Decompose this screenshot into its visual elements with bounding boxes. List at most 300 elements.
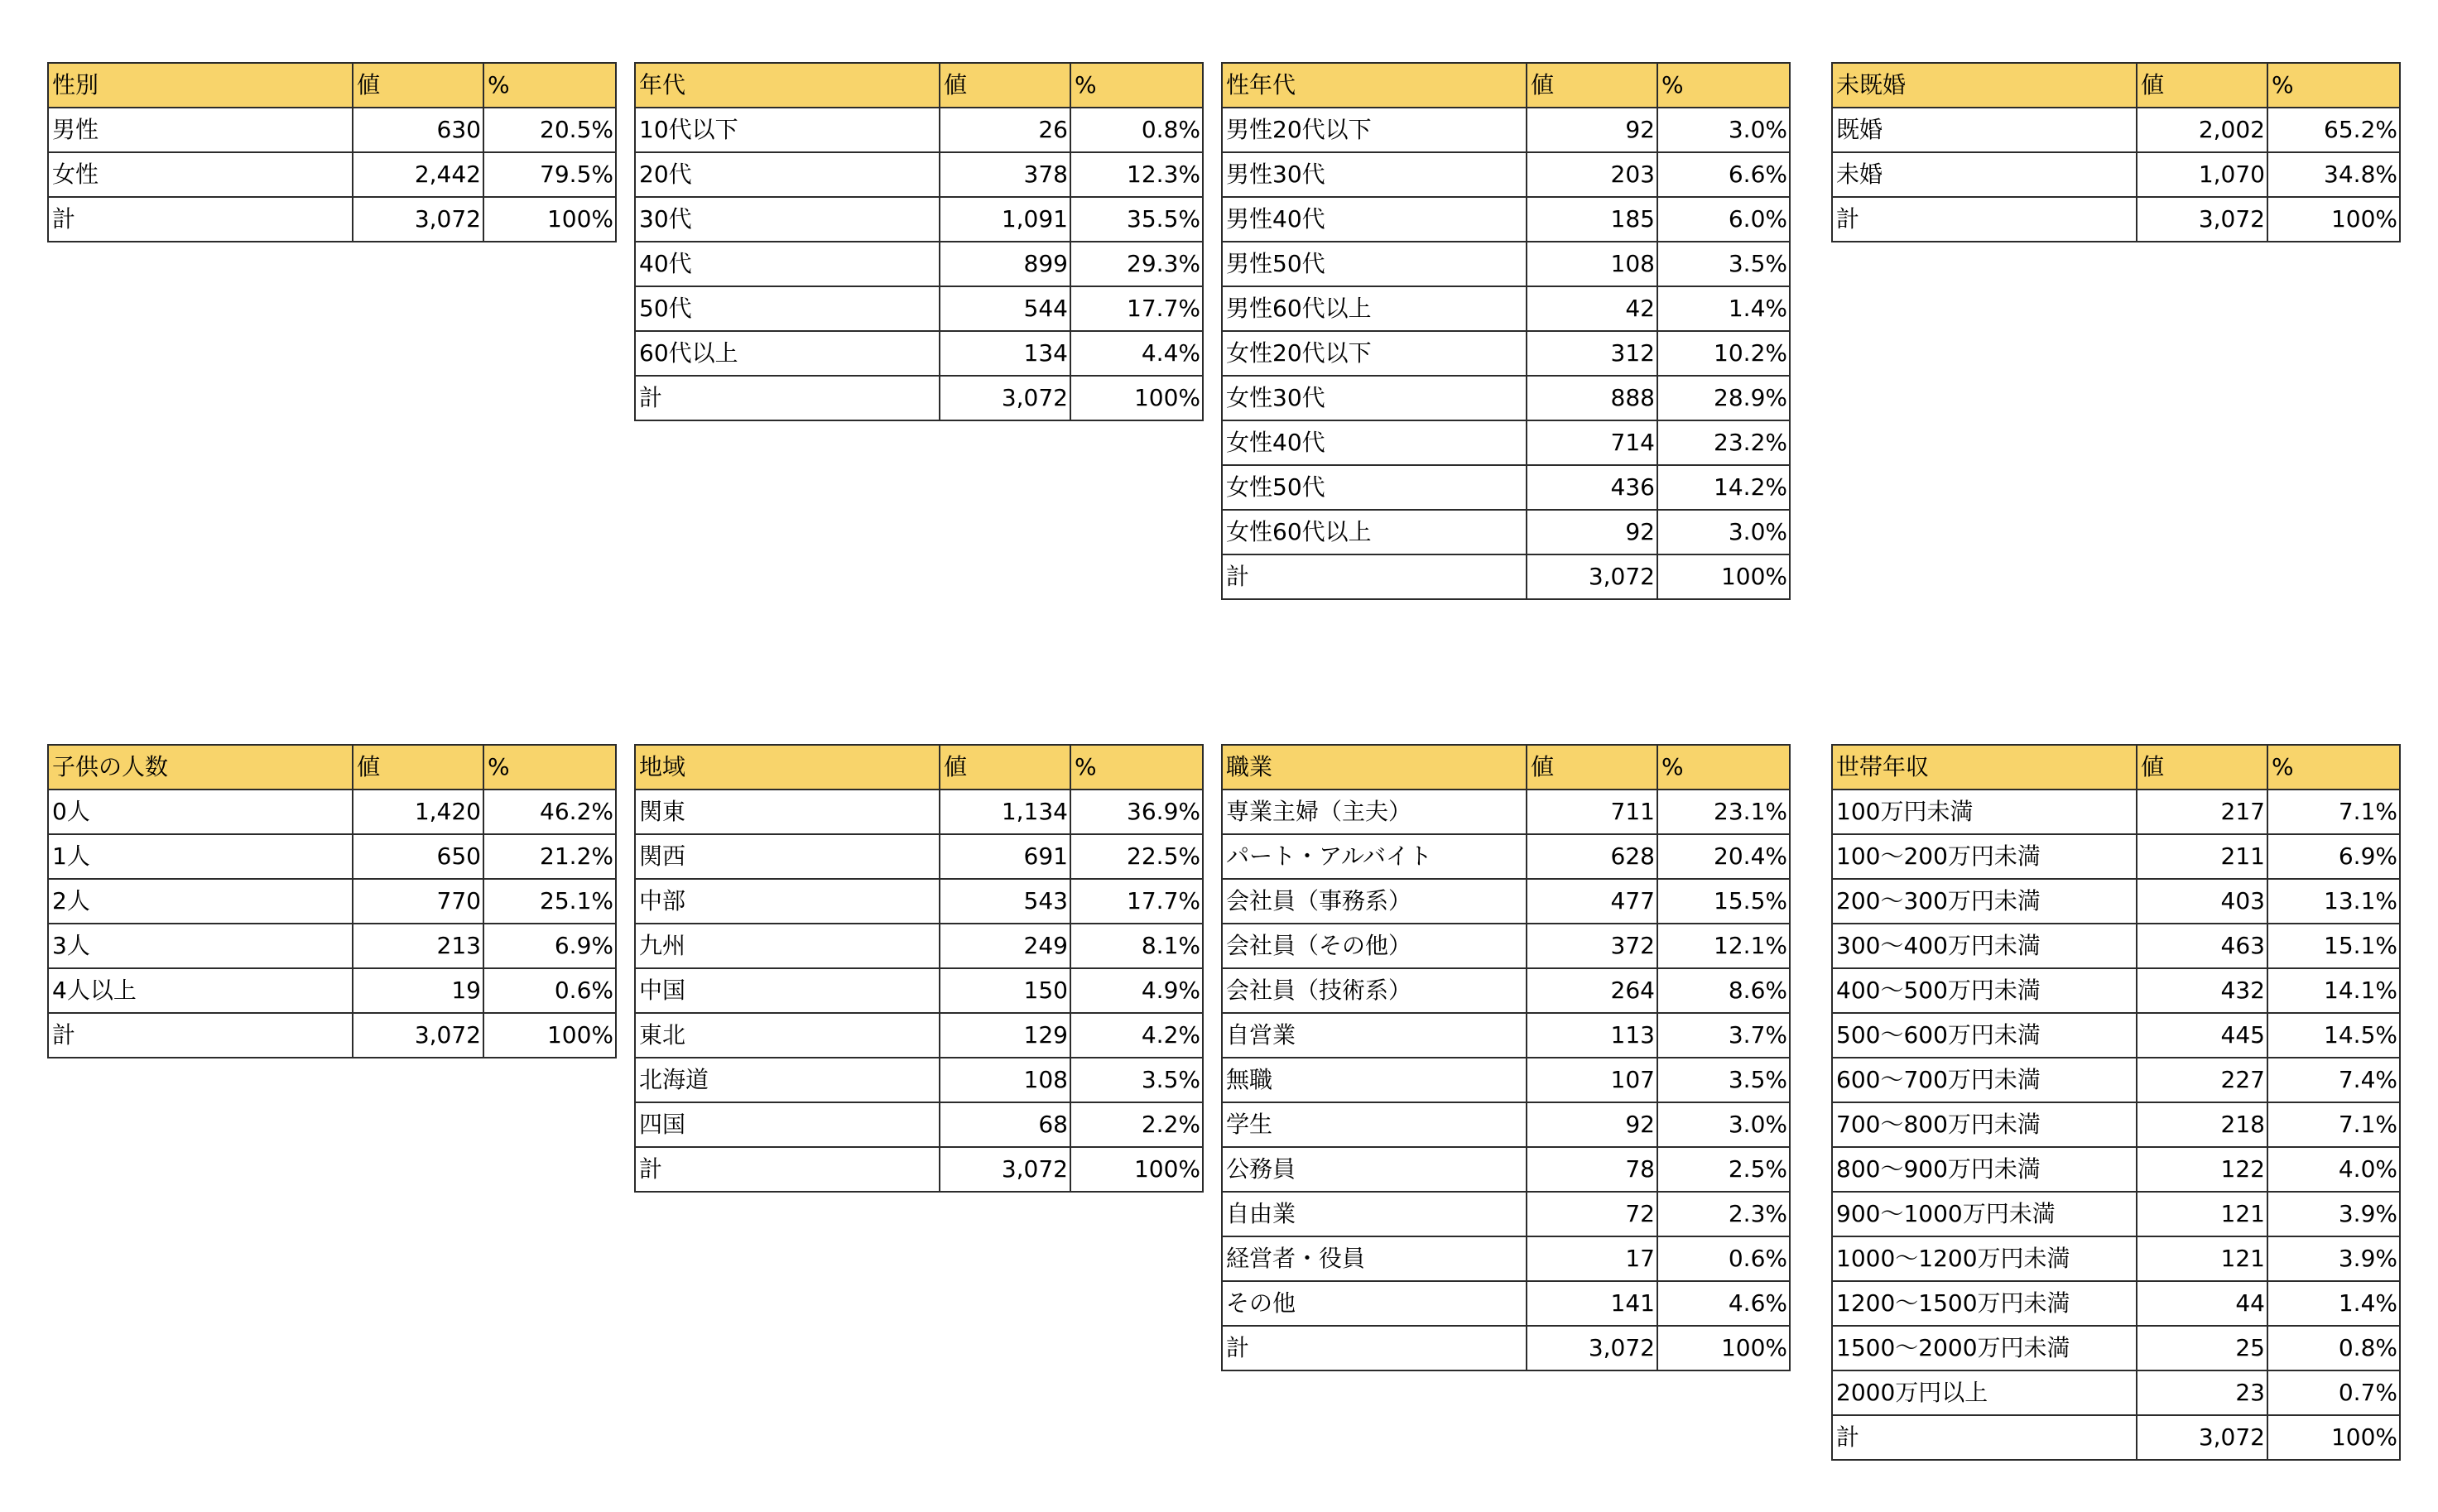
table-row [1222,1102,1790,1147]
cell-percent: 22.5% [1070,834,1203,879]
header-row [635,745,1203,790]
cell-percent: 0.6% [483,968,616,1013]
cell-value: 3,072 [2137,197,2267,242]
cell-percent: 12.1% [1657,924,1790,968]
cell-percent: 0.8% [1070,108,1203,152]
header-row [1832,63,2400,108]
cell-label: 自営業 [1222,1013,1527,1058]
table-row [635,286,1203,331]
cell-value: 42 [1527,286,1657,331]
table-row [1222,879,1790,924]
cell-label: 計 [635,1147,940,1192]
cell-value: 92 [1527,510,1657,554]
cell-label: 男性30代 [1222,152,1527,197]
cell-value: 150 [940,968,1070,1013]
table-row [1222,554,1790,599]
cell-value: 185 [1527,197,1657,242]
cell-percent: 79.5% [483,152,616,197]
cell-percent: 4.6% [1657,1281,1790,1326]
cell-label: 700～800万円未満 [1832,1102,2137,1147]
cell-percent: 6.9% [483,924,616,968]
cell-value: 3,072 [940,376,1070,420]
cell-percent: 14.1% [2267,968,2400,1013]
table-row [1222,1236,1790,1281]
cell-label: 20代 [635,152,940,197]
cell-value: 107 [1527,1058,1657,1102]
cell-label: 未婚 [1832,152,2137,197]
table-row [1832,924,2400,968]
cell-value: 92 [1527,108,1657,152]
age-table [634,62,1204,421]
cell-percent: 4.4% [1070,331,1203,376]
cell-label: 30代 [635,197,940,242]
table-row [635,376,1203,420]
cell-value: 3,072 [1527,554,1657,599]
cell-value: 3,072 [353,1013,483,1058]
cell-value: 372 [1527,924,1657,968]
cell-label: 中部 [635,879,940,924]
cell-percent: 3.5% [1070,1058,1203,1102]
cell-label: 600～700万円未満 [1832,1058,2137,1102]
table-row [635,1147,1203,1192]
cell-label: 100～200万円未満 [1832,834,2137,879]
table-row [635,968,1203,1013]
header-row [48,63,616,108]
cell-value: 17 [1527,1236,1657,1281]
table-row [1222,1326,1790,1370]
cell-value: 211 [2137,834,2267,879]
table-row [1832,834,2400,879]
cell-label: 女性20代以下 [1222,331,1527,376]
cell-value: 691 [940,834,1070,879]
cell-percent: 0.6% [1657,1236,1790,1281]
cell-percent: 34.8% [2267,152,2400,197]
cell-value: 1,134 [940,790,1070,834]
cell-percent: 7.4% [2267,1058,2400,1102]
cell-percent: 4.2% [1070,1013,1203,1058]
table-row [48,834,616,879]
cell-label: 男性60代以上 [1222,286,1527,331]
table-row [635,197,1203,242]
cell-percent: 1.4% [2267,1281,2400,1326]
children-table [47,744,617,1058]
cell-label: 無職 [1222,1058,1527,1102]
table-row [635,790,1203,834]
cell-value: 711 [1527,790,1657,834]
header-percent: % [2267,745,2400,790]
table-row [1222,152,1790,197]
cell-percent: 3.0% [1657,1102,1790,1147]
table-row [635,1013,1203,1058]
cell-value: 26 [940,108,1070,152]
table-row [48,1013,616,1058]
cell-value: 1,420 [353,790,483,834]
cell-percent: 65.2% [2267,108,2400,152]
cell-label: 自由業 [1222,1192,1527,1236]
cell-label: 40代 [635,242,940,286]
header-value: 値 [1527,63,1657,108]
cell-percent: 6.0% [1657,197,1790,242]
cell-label: 中国 [635,968,940,1013]
cell-value: 141 [1527,1281,1657,1326]
header-value: 値 [353,63,483,108]
table-row [635,242,1203,286]
table-row [1222,286,1790,331]
cell-percent: 35.5% [1070,197,1203,242]
cell-percent: 3.9% [2267,1236,2400,1281]
table-row [1222,834,1790,879]
cell-value: 477 [1527,879,1657,924]
cell-percent: 0.7% [2267,1370,2400,1415]
cell-percent: 7.1% [2267,1102,2400,1147]
table-row [1832,1013,2400,1058]
cell-value: 1,070 [2137,152,2267,197]
table-row [1222,1013,1790,1058]
cell-value: 432 [2137,968,2267,1013]
gender-age-table [1221,62,1791,600]
header-value: 値 [940,745,1070,790]
cell-value: 19 [353,968,483,1013]
cell-label: 0人 [48,790,353,834]
cell-label: 1000～1200万円未満 [1832,1236,2137,1281]
marital-table [1831,62,2401,242]
cell-label: 1人 [48,834,353,879]
cell-value: 403 [2137,879,2267,924]
cell-label: 100万円未満 [1832,790,2137,834]
cell-label: 計 [1222,1326,1527,1370]
cell-percent: 25.1% [483,879,616,924]
cell-percent: 20.5% [483,108,616,152]
table-row [1222,968,1790,1013]
cell-value: 78 [1527,1147,1657,1192]
cell-value: 312 [1527,331,1657,376]
table-row [635,152,1203,197]
cell-value: 543 [940,879,1070,924]
cell-label: 男性50代 [1222,242,1527,286]
header-label: 年代 [635,63,940,108]
header-value: 値 [1527,745,1657,790]
cell-label: 500～600万円未満 [1832,1013,2137,1058]
cell-percent: 100% [1070,376,1203,420]
cell-value: 113 [1527,1013,1657,1058]
cell-label: 200～300万円未満 [1832,879,2137,924]
cell-percent: 3.0% [1657,510,1790,554]
header-label: 未既婚 [1832,63,2137,108]
table-row [635,924,1203,968]
header-value: 値 [940,63,1070,108]
header-row [48,745,616,790]
cell-value: 108 [940,1058,1070,1102]
header-value: 値 [2137,745,2267,790]
cell-label: 計 [48,1013,353,1058]
cell-label: 2人 [48,879,353,924]
cell-percent: 100% [2267,197,2400,242]
cell-percent: 17.7% [1070,286,1203,331]
cell-label: 4人以上 [48,968,353,1013]
cell-value: 630 [353,108,483,152]
cell-label: 計 [1832,197,2137,242]
cell-value: 1,091 [940,197,1070,242]
cell-label: 男性40代 [1222,197,1527,242]
cell-label: パート・アルバイト [1222,834,1527,879]
cell-value: 888 [1527,376,1657,420]
header-row [1222,745,1790,790]
cell-percent: 21.2% [483,834,616,879]
table-row [1222,197,1790,242]
cell-percent: 28.9% [1657,376,1790,420]
table-row [1222,242,1790,286]
cell-label: 計 [1222,554,1527,599]
cell-percent: 100% [1070,1147,1203,1192]
cell-percent: 15.1% [2267,924,2400,968]
table-row [1222,1147,1790,1192]
table-row [1222,108,1790,152]
cell-value: 378 [940,152,1070,197]
header-percent: % [1657,745,1790,790]
cell-percent: 14.5% [2267,1013,2400,1058]
table-row [1832,1102,2400,1147]
cell-label: 九州 [635,924,940,968]
table-row [1832,1192,2400,1236]
cell-label: 400～500万円未満 [1832,968,2137,1013]
cell-percent: 14.2% [1657,465,1790,510]
table-row [1832,968,2400,1013]
cell-value: 25 [2137,1326,2267,1370]
cell-value: 3,072 [353,197,483,242]
cell-value: 436 [1527,465,1657,510]
household-income-table [1831,744,2401,1461]
header-percent: % [483,745,616,790]
table-row [48,152,616,197]
cell-label: 女性60代以上 [1222,510,1527,554]
header-label: 世帯年収 [1832,745,2137,790]
cell-value: 134 [940,331,1070,376]
cell-label: 会社員（技術系） [1222,968,1527,1013]
cell-value: 2,442 [353,152,483,197]
table-row [635,331,1203,376]
cell-value: 628 [1527,834,1657,879]
header-row [1222,63,1790,108]
cell-percent: 7.1% [2267,790,2400,834]
table-row [1222,420,1790,465]
cell-label: 900～1000万円未満 [1832,1192,2137,1236]
cell-label: 会社員（その他） [1222,924,1527,968]
cell-percent: 13.1% [2267,879,2400,924]
table-row [1832,1147,2400,1192]
cell-value: 544 [940,286,1070,331]
cell-label: 北海道 [635,1058,940,1102]
cell-percent: 23.2% [1657,420,1790,465]
cell-label: 計 [48,197,353,242]
cell-value: 650 [353,834,483,879]
cell-percent: 29.3% [1070,242,1203,286]
cell-percent: 3.0% [1657,108,1790,152]
header-percent: % [1657,63,1790,108]
cell-label: 1200～1500万円未満 [1832,1281,2137,1326]
cell-value: 227 [2137,1058,2267,1102]
table-row [1222,510,1790,554]
cell-label: 60代以上 [635,331,940,376]
cell-label: 女性30代 [1222,376,1527,420]
cell-percent: 1.4% [1657,286,1790,331]
cell-percent: 3.5% [1657,1058,1790,1102]
table-row [48,968,616,1013]
cell-value: 2,002 [2137,108,2267,152]
cell-percent: 15.5% [1657,879,1790,924]
table-row [1222,790,1790,834]
table-row [1222,1281,1790,1326]
header-label: 性別 [48,63,353,108]
cell-label: 四国 [635,1102,940,1147]
cell-value: 203 [1527,152,1657,197]
cell-percent: 46.2% [483,790,616,834]
cell-value: 23 [2137,1370,2267,1415]
table-row [1832,197,2400,242]
cell-value: 445 [2137,1013,2267,1058]
table-row [1222,376,1790,420]
cell-value: 3,072 [1527,1326,1657,1370]
cell-percent: 2.3% [1657,1192,1790,1236]
cell-label: 専業主婦（主夫） [1222,790,1527,834]
table-row [635,108,1203,152]
table-row [1222,465,1790,510]
cell-percent: 100% [1657,554,1790,599]
table-row [1832,1326,2400,1370]
table-row [1832,1370,2400,1415]
cell-label: 関西 [635,834,940,879]
cell-percent: 20.4% [1657,834,1790,879]
table-row [1832,1415,2400,1460]
cell-percent: 3.9% [2267,1192,2400,1236]
table-row [1832,879,2400,924]
cell-percent: 10.2% [1657,331,1790,376]
cell-label: 会社員（事務系） [1222,879,1527,924]
table-row [635,1102,1203,1147]
cell-value: 3,072 [940,1147,1070,1192]
region-table [634,744,1204,1193]
header-percent: % [483,63,616,108]
header-label: 子供の人数 [48,745,353,790]
table-row [635,1058,1203,1102]
table-row [635,879,1203,924]
table-row [48,108,616,152]
cell-percent: 0.8% [2267,1326,2400,1370]
cell-percent: 6.9% [2267,834,2400,879]
table-row [1832,152,2400,197]
table-row [1832,1236,2400,1281]
table-row [1832,108,2400,152]
table-row [48,197,616,242]
cell-value: 122 [2137,1147,2267,1192]
occupation-table [1221,744,1791,1371]
cell-percent: 100% [483,1013,616,1058]
cell-percent: 23.1% [1657,790,1790,834]
cell-percent: 4.0% [2267,1147,2400,1192]
cell-label: 女性50代 [1222,465,1527,510]
cell-label: 公務員 [1222,1147,1527,1192]
cell-percent: 100% [1657,1326,1790,1370]
cell-percent: 36.9% [1070,790,1203,834]
cell-value: 899 [940,242,1070,286]
cell-value: 3,072 [2137,1415,2267,1460]
cell-percent: 100% [483,197,616,242]
cell-label: 50代 [635,286,940,331]
cell-percent: 17.7% [1070,879,1203,924]
cell-value: 213 [353,924,483,968]
cell-label: 計 [1832,1415,2137,1460]
header-label: 地域 [635,745,940,790]
table-row [1222,1058,1790,1102]
cell-label: 300～400万円未満 [1832,924,2137,968]
cell-value: 72 [1527,1192,1657,1236]
cell-label: 学生 [1222,1102,1527,1147]
cell-percent: 3.5% [1657,242,1790,286]
header-value: 値 [353,745,483,790]
cell-label: 1500～2000万円未満 [1832,1326,2137,1370]
header-percent: % [1070,745,1203,790]
header-percent: % [2267,63,2400,108]
cell-percent: 3.7% [1657,1013,1790,1058]
cell-label: 男性 [48,108,353,152]
cell-value: 92 [1527,1102,1657,1147]
table-row [1222,331,1790,376]
cell-label: 2000万円以上 [1832,1370,2137,1415]
table-row [1222,1192,1790,1236]
table-row [1832,1281,2400,1326]
cell-percent: 4.9% [1070,968,1203,1013]
cell-value: 121 [2137,1192,2267,1236]
cell-percent: 8.6% [1657,968,1790,1013]
cell-label: 既婚 [1832,108,2137,152]
table-row [635,834,1203,879]
cell-percent: 6.6% [1657,152,1790,197]
cell-label: 経営者・役員 [1222,1236,1527,1281]
cell-label: 東北 [635,1013,940,1058]
header-value: 値 [2137,63,2267,108]
table-row [1832,790,2400,834]
cell-label: 男性20代以下 [1222,108,1527,152]
cell-label: 女性40代 [1222,420,1527,465]
header-label: 職業 [1222,745,1527,790]
table-row [48,879,616,924]
cell-label: 関東 [635,790,940,834]
cell-value: 264 [1527,968,1657,1013]
cell-value: 217 [2137,790,2267,834]
cell-value: 463 [2137,924,2267,968]
cell-label: 女性 [48,152,353,197]
cell-value: 44 [2137,1281,2267,1326]
table-row [1222,924,1790,968]
cell-percent: 8.1% [1070,924,1203,968]
cell-percent: 12.3% [1070,152,1203,197]
cell-value: 249 [940,924,1070,968]
cell-label: 10代以下 [635,108,940,152]
table-row [1832,1058,2400,1102]
cell-label: その他 [1222,1281,1527,1326]
cell-value: 714 [1527,420,1657,465]
gender-table [47,62,617,242]
cell-value: 68 [940,1102,1070,1147]
cell-value: 129 [940,1013,1070,1058]
cell-percent: 100% [2267,1415,2400,1460]
cell-label: 計 [635,376,940,420]
cell-value: 121 [2137,1236,2267,1281]
cell-value: 218 [2137,1102,2267,1147]
cell-percent: 2.5% [1657,1147,1790,1192]
cell-value: 770 [353,879,483,924]
table-row [48,924,616,968]
header-percent: % [1070,63,1203,108]
